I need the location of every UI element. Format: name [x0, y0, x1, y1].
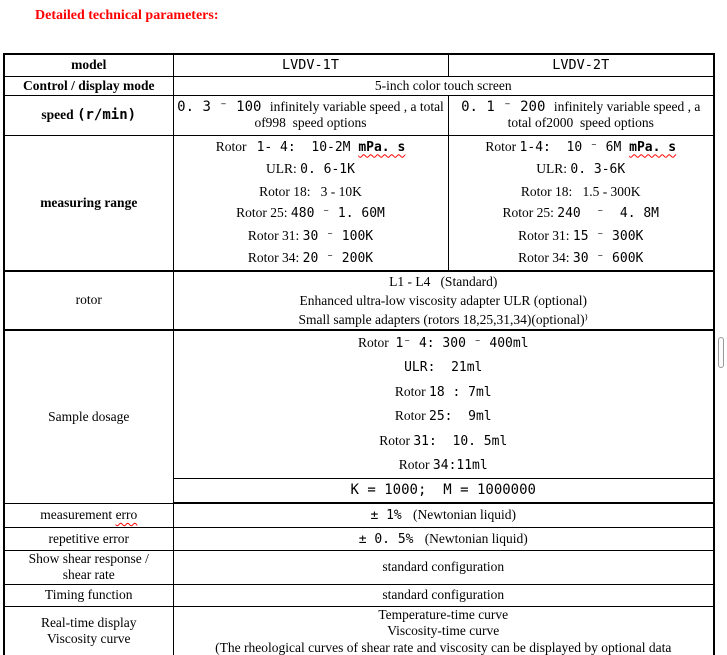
shear-label-line1: Show shear response /	[28, 551, 149, 566]
dosage-value	[173, 330, 714, 479]
label-misspelled: erro	[115, 507, 138, 522]
speed-lvdv2-text: infinitely variable speed , a total of2000 speed options	[507, 99, 704, 130]
repetitive-error-label: repetitive error	[4, 527, 173, 550]
control-label: Control / display mode	[4, 76, 173, 95]
measuring-line	[451, 202, 712, 225]
row-measuring-range	[4, 135, 714, 271]
realtime-line: Viscosity-time curve	[387, 623, 500, 638]
dosage-line	[176, 453, 712, 478]
spec-table	[3, 53, 715, 655]
rotor-label: rotor	[4, 271, 173, 330]
error-num: ± 1%	[370, 508, 410, 524]
line-val: 3 - 10K	[320, 183, 362, 199]
row-rotor	[4, 271, 714, 330]
realtime-label	[4, 606, 173, 655]
line-pre: Rotor	[379, 432, 414, 448]
line-unit: mPa. s	[629, 139, 677, 155]
error-num: ± 0. 5%	[358, 531, 422, 547]
line-pre: Rotor 31:	[247, 227, 303, 243]
line-val: 30 ⁻ 600K	[572, 251, 644, 266]
measurement-error-value	[173, 503, 714, 527]
scrollbar-thumb[interactable]	[718, 337, 724, 368]
line-val: ULR: 21ml	[404, 360, 483, 375]
speed-label	[4, 95, 173, 135]
page-title: Detailed technical parameters:	[35, 8, 219, 23]
measuring-label: measuring range	[4, 135, 173, 271]
dosage-line	[176, 404, 712, 429]
measuring-lvdv2	[448, 135, 714, 271]
realtime-line	[176, 640, 712, 655]
measuring-line	[176, 181, 446, 203]
line-post: curves of shear rate and viscosity can be displayed by optional data	[304, 639, 672, 655]
line-val: 18 : 7ml	[429, 384, 492, 400]
measuring-lvdv1	[173, 135, 448, 271]
measuring-line	[451, 225, 712, 248]
row-control-display	[4, 76, 714, 95]
model-lvdv1: LVDV-1T	[173, 54, 448, 76]
line-val: 240 ⁻ 4. 8M	[557, 206, 659, 221]
model-lvdv2: LVDV-2T	[448, 54, 714, 76]
measuring-line	[451, 181, 712, 203]
realtime-label-line1: Real-time display	[40, 615, 137, 631]
line-unit: mPa. s	[358, 139, 406, 155]
realtime-value	[173, 606, 714, 655]
line-val: 34:11ml	[432, 458, 488, 473]
line-pre: Rotor 31:	[518, 227, 573, 243]
control-value: 5-inch color touch screen	[173, 76, 714, 95]
constants-value: K = 1000; M = 1000000	[173, 478, 714, 503]
line-pre: Rotor 18:	[520, 183, 583, 199]
row-sample-dosage	[4, 330, 714, 479]
line-val: 1.5 - 300K	[582, 183, 641, 199]
line-val: 25: 9ml	[429, 409, 492, 424]
measuring-line	[176, 202, 446, 225]
rotor-value	[173, 271, 714, 330]
line-pre: ULR:	[536, 161, 571, 176]
line-pre: Rotor 34:	[518, 250, 573, 265]
row-timing	[4, 584, 714, 606]
measuring-line	[176, 247, 446, 270]
speed-lvdv2	[448, 95, 714, 135]
dosage-line	[176, 331, 712, 356]
line-pre: (The	[215, 639, 244, 655]
line-pre: Rotor 25:	[236, 205, 291, 220]
timing-label: Timing function	[4, 584, 173, 606]
shear-label-line2: shear rate	[62, 567, 115, 582]
line-val: 20 ⁻ 200K	[302, 251, 374, 266]
measuring-line	[451, 247, 712, 270]
model-header-label: model	[4, 54, 173, 76]
label-text: measurement	[40, 507, 116, 522]
line-val: 1⁻ 4: 300 ⁻ 400ml	[395, 335, 529, 351]
realtime-label-line2: Viscosity curve	[46, 631, 131, 647]
line-val: 15 ⁻ 300K	[572, 228, 644, 244]
measuring-line	[176, 136, 446, 159]
speed-label-unit: (r/min)	[77, 107, 137, 123]
line-val: 0. 6-1K	[300, 162, 355, 177]
row-realtime	[4, 606, 714, 655]
measuring-line	[451, 158, 712, 181]
speed-lvdv1-text: infinitely variable speed , a total of998 speed options	[254, 99, 448, 130]
shear-value: standard configuration	[173, 550, 714, 584]
rotor-line: L1 - L4 (Standard)	[389, 273, 498, 289]
row-speed	[4, 95, 714, 135]
line-val: 30 ⁻ 100K	[302, 228, 374, 244]
row-model	[4, 54, 714, 76]
line-val: 1- 4: 10-2M	[256, 139, 359, 155]
shear-label	[4, 550, 173, 584]
measuring-line	[176, 158, 446, 181]
line-val: 0. 3-6K	[570, 162, 626, 177]
measuring-line	[451, 136, 712, 159]
line-val: 480 ⁻ 1. 60M	[290, 206, 385, 221]
dosage-line	[176, 355, 712, 380]
rotor-line: Small sample adapters (rotors 18,25,31,34)(optional)⁾	[298, 311, 588, 327]
dosage-label: Sample dosage	[4, 330, 173, 504]
dosage-line	[176, 380, 712, 405]
line-pre: Rotor 18:	[259, 183, 321, 199]
line-val: 31: 10. 5ml	[413, 433, 508, 449]
line-pre: Rotor	[398, 457, 433, 472]
measuring-line	[176, 225, 446, 248]
measurement-error-label	[4, 503, 173, 527]
speed-label-text: speed	[41, 107, 78, 122]
line-pre: Rotor	[485, 138, 520, 154]
repetitive-error-value	[173, 527, 714, 550]
line-pre: Rotor	[394, 408, 429, 423]
dosage-line	[176, 429, 712, 454]
speed-lvdv2-num: 0. 1 ⁻ 200	[461, 99, 554, 115]
line-misspelled: rheological	[243, 639, 305, 655]
speed-lvdv1	[173, 95, 448, 135]
error-text: (Newtonian liquid)	[409, 507, 517, 523]
error-text: (Newtonian liquid)	[421, 530, 528, 546]
line-pre: Rotor 34:	[247, 250, 303, 265]
row-measurement-error	[4, 503, 714, 527]
line-pre: ULR:	[266, 161, 301, 176]
timing-value: standard configuration	[173, 584, 714, 606]
speed-lvdv1-num: 0. 3 ⁻ 100	[177, 99, 270, 115]
realtime-line: Temperature-time curve	[378, 606, 509, 622]
rotor-line: Enhanced ultra-low viscosity adapter ULR (optional)	[299, 292, 588, 308]
row-repetitive-error	[4, 527, 714, 550]
line-pre: Rotor	[357, 334, 396, 350]
line-pre: Rotor 25:	[502, 205, 558, 220]
row-shear	[4, 550, 714, 584]
line-pre: Rotor	[394, 383, 429, 399]
line-pre: Rotor	[215, 138, 257, 154]
line-val: 1-4: 10 ⁻ 6M	[519, 139, 630, 155]
